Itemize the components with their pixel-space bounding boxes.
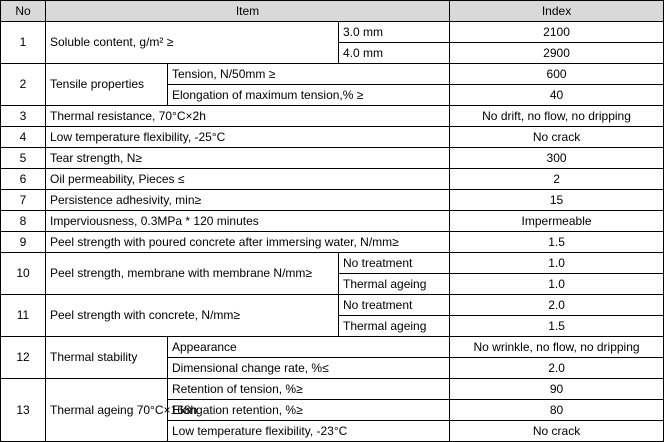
row-number: 3 <box>1 106 46 127</box>
index-value: No crack <box>450 421 664 442</box>
index-value: No crack <box>450 127 664 148</box>
table-row <box>1 190 664 211</box>
table-row <box>1 22 664 43</box>
index-value: Impermeable <box>450 211 664 232</box>
table-row <box>1 64 664 85</box>
row-number: 8 <box>1 211 46 232</box>
table-row <box>1 379 664 400</box>
item-label: Tear strength, N≥ <box>46 148 450 169</box>
index-value: 80 <box>450 400 664 421</box>
sub-item-label: Elongation retention, %≥ <box>168 400 450 421</box>
row-number: 2 <box>1 64 46 106</box>
sub-item-label: No treatment <box>339 253 450 274</box>
item-label: Imperviousness, 0.3MPa * 120 minutes <box>46 211 450 232</box>
index-value: 300 <box>450 148 664 169</box>
row-number: 10 <box>1 253 46 295</box>
index-value: 1.5 <box>450 232 664 253</box>
index-value: 600 <box>450 64 664 85</box>
index-value: 15 <box>450 190 664 211</box>
row-number: 12 <box>1 337 46 379</box>
index-value: 1.0 <box>450 274 664 295</box>
sub-item-label: No treatment <box>339 295 450 316</box>
index-value: 2100 <box>450 22 664 43</box>
row-number: 5 <box>1 148 46 169</box>
sub-item-label: Elongation of maximum tension,% ≥ <box>168 85 450 106</box>
sub-item-label: Thermal ageing <box>339 316 450 337</box>
item-label: Tensile properties <box>46 64 168 106</box>
index-value: No drift, no flow, no dripping <box>450 106 664 127</box>
item-label: Oil permeability, Pieces ≤ <box>46 169 450 190</box>
row-number: 13 <box>1 379 46 442</box>
index-value: 2 <box>450 169 664 190</box>
item-label: Thermal stability <box>46 337 168 379</box>
table-row <box>1 127 664 148</box>
item-label: Thermal ageing 70°C×168h <box>46 379 168 442</box>
header-index: Index <box>450 1 664 22</box>
row-number: 11 <box>1 295 46 337</box>
item-label: Peel strength with poured concrete after immersing water, N/mm≥ <box>46 232 450 253</box>
index-value: 2900 <box>450 43 664 64</box>
index-value: 2.0 <box>450 295 664 316</box>
table-row <box>1 211 664 232</box>
sub-item-label: Retention of tension, %≥ <box>168 379 450 400</box>
sub-item-label: Tension, N/50mm ≥ <box>168 64 450 85</box>
table-row <box>1 169 664 190</box>
row-number: 6 <box>1 169 46 190</box>
row-number: 7 <box>1 190 46 211</box>
index-value: 90 <box>450 379 664 400</box>
item-label: Persistence adhesivity, min≥ <box>46 190 450 211</box>
table-row <box>1 253 664 274</box>
row-number: 9 <box>1 232 46 253</box>
sub-item-label: 3.0 mm <box>339 22 450 43</box>
sub-item-label: 4.0 mm <box>339 43 450 64</box>
item-label: Peel strength with concrete, N/mm≥ <box>46 295 339 337</box>
table-row <box>1 295 664 316</box>
sub-item-label: Dimensional change rate, %≤ <box>168 358 450 379</box>
sub-item-label: Thermal ageing <box>339 274 450 295</box>
sub-item-label: Appearance <box>168 337 450 358</box>
header-item: Item <box>46 1 450 22</box>
table-row <box>1 106 664 127</box>
item-label: Peel strength, membrane with membrane N/mm≥ <box>46 253 339 295</box>
item-label: Soluble content, g/m² ≥ <box>46 22 339 64</box>
table-header-row <box>1 1 664 22</box>
index-value: 1.5 <box>450 316 664 337</box>
table-row <box>1 232 664 253</box>
index-value: 1.0 <box>450 253 664 274</box>
index-value: 2.0 <box>450 358 664 379</box>
index-value: No wrinkle, no flow, no dripping <box>450 337 664 358</box>
header-no: No <box>1 1 46 22</box>
item-label: Low temperature flexibility, -25°C <box>46 127 450 148</box>
item-label: Thermal resistance, 70°C×2h <box>46 106 450 127</box>
index-value: 40 <box>450 85 664 106</box>
row-number: 1 <box>1 22 46 64</box>
table-row <box>1 337 664 358</box>
row-number: 4 <box>1 127 46 148</box>
table-row <box>1 148 664 169</box>
sub-item-label: Low temperature flexibility, -23°C <box>168 421 450 442</box>
